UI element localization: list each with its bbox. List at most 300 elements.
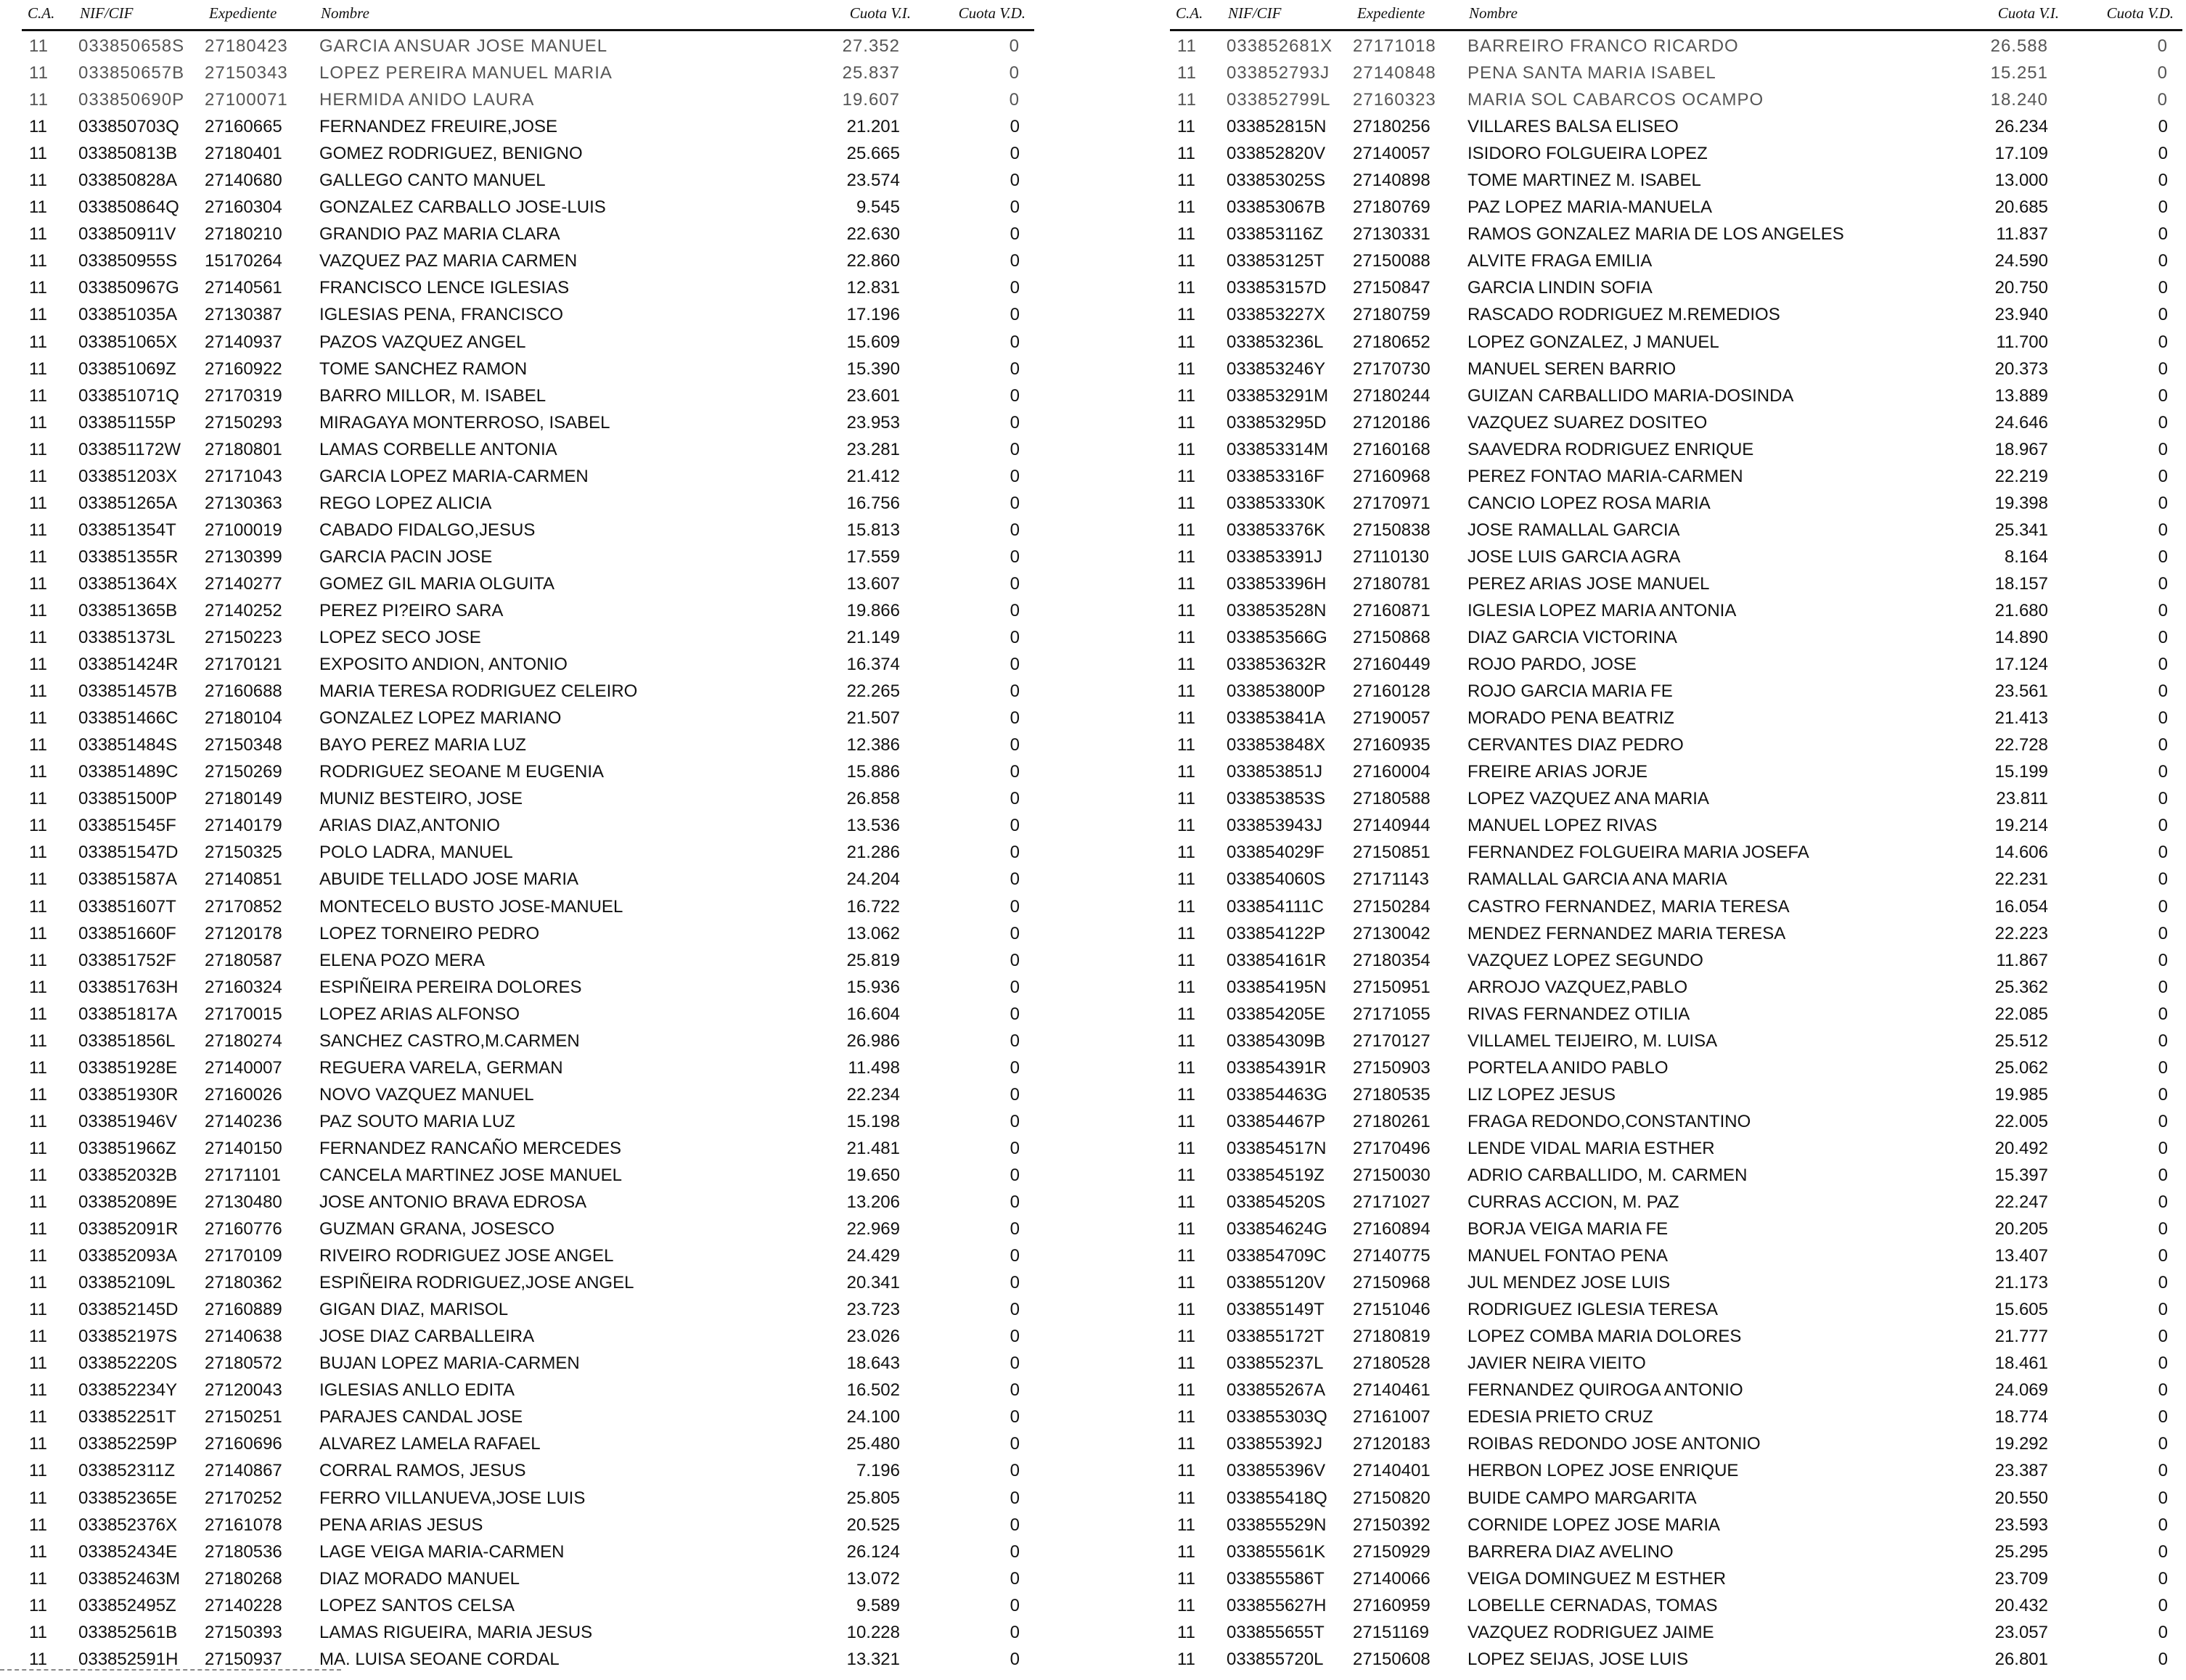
cell-cuota-vi: 25.062 — [1994, 1057, 2048, 1078]
header-cuota-vd: Cuota V.D. — [2106, 4, 2174, 22]
cell-expediente: 27140461 — [1353, 1380, 1430, 1401]
cell-ca: 11 — [1177, 1192, 1195, 1213]
cell-cuota-vd: 0 — [1010, 1407, 1020, 1427]
table-row — [1170, 219, 2182, 246]
cell-ca: 11 — [1177, 1057, 1195, 1078]
table-row — [22, 515, 1034, 542]
table-row — [1170, 408, 2182, 435]
cell-cuota-vi: 19.607 — [842, 90, 900, 110]
cell-expediente: 27180104 — [205, 708, 282, 729]
cell-nombre: RASCADO RODRIGUEZ M.REMEDIOS — [1467, 305, 1780, 325]
cell-expediente: 27170109 — [205, 1246, 282, 1266]
cell-nif: 033854111C — [1227, 896, 1324, 917]
cell-cuota-vd: 0 — [2158, 1057, 2168, 1078]
cell-expediente: 27130331 — [1353, 224, 1430, 245]
cell-cuota-vd: 0 — [1010, 305, 1020, 325]
cell-cuota-vi: 26.234 — [1994, 117, 2048, 137]
cell-nif: 033852495Z — [78, 1595, 176, 1615]
cell-cuota-vi: 18.774 — [1994, 1407, 2048, 1427]
cell-expediente: 27160935 — [1353, 735, 1430, 755]
cell-nombre: RAMALLAL GARCIA ANA MARIA — [1467, 869, 1727, 890]
cell-nombre: BUIDE CAMPO MARGARITA — [1467, 1488, 1697, 1508]
cell-ca: 11 — [1177, 251, 1195, 271]
cell-expediente: 27150868 — [1353, 628, 1430, 648]
cell-cuota-vi: 18.157 — [1994, 573, 2048, 594]
cell-nombre: REGO LOPEZ ALICIA — [319, 493, 492, 513]
cell-ca: 11 — [29, 869, 47, 890]
cell-nif: 033854391R — [1227, 1057, 1327, 1078]
cell-cuota-vd: 0 — [2158, 1111, 2168, 1131]
cell-nombre: TOME MARTINEZ M. ISABEL — [1467, 171, 1701, 191]
table-row — [1170, 864, 2182, 891]
cell-cuota-vi: 13.321 — [846, 1649, 900, 1669]
cell-cuota-vi: 25.295 — [1994, 1541, 2048, 1562]
cell-cuota-vd: 0 — [1010, 573, 1020, 594]
cell-nif: 033851484S — [78, 735, 178, 755]
table-row — [1170, 1026, 2182, 1053]
cell-ca: 11 — [29, 735, 47, 755]
table-row — [22, 300, 1034, 327]
cell-cuota-vd: 0 — [1010, 520, 1020, 540]
cell-ca: 11 — [29, 1300, 47, 1320]
cell-nif: 033851424R — [78, 655, 179, 675]
cell-expediente: 27140401 — [1353, 1461, 1430, 1481]
cell-nif: 033852220S — [78, 1353, 178, 1374]
table-row — [1170, 946, 2182, 972]
cell-nombre: LAMAS RIGUEIRA, MARIA JESUS — [319, 1622, 593, 1642]
cell-cuota-vd: 0 — [1010, 762, 1020, 782]
cell-nif: 033851966Z — [78, 1138, 176, 1158]
cell-ca: 11 — [29, 843, 47, 863]
table-row — [22, 1134, 1034, 1160]
cell-nombre: GOMEZ GIL MARIA OLGUITA — [319, 573, 555, 594]
cell-expediente: 27140252 — [205, 600, 282, 620]
cell-cuota-vd: 0 — [2157, 36, 2168, 56]
cell-cuota-vi: 20.550 — [1994, 1488, 2048, 1508]
cell-ca: 11 — [29, 600, 47, 620]
cell-ca: 11 — [29, 546, 47, 567]
cell-cuota-vi: 26.801 — [1994, 1649, 2048, 1669]
cell-ca: 11 — [1177, 1515, 1195, 1535]
cell-expediente: 27140944 — [1353, 816, 1430, 836]
cell-cuota-vd: 0 — [2158, 144, 2168, 164]
cell-cuota-vi: 23.057 — [1994, 1622, 2048, 1642]
cell-nif: 033854624G — [1227, 1219, 1327, 1239]
cell-ca: 11 — [29, 1595, 47, 1615]
cell-nif: 033851547D — [78, 843, 179, 863]
left-table — [22, 0, 1034, 1671]
cell-nombre: LOPEZ ARIAS ALFONSO — [319, 1004, 520, 1024]
cell-cuota-vd: 0 — [2158, 708, 2168, 729]
cell-ca: 11 — [29, 1380, 47, 1401]
table-row — [1170, 1107, 2182, 1134]
cell-nif: 033853314M — [1227, 439, 1329, 459]
cell-cuota-vd: 0 — [2158, 466, 2168, 486]
cell-nombre: GUZMAN GRANA, JOSESCO — [319, 1219, 555, 1239]
table-row — [22, 462, 1034, 488]
cell-cuota-vd: 0 — [2158, 977, 2168, 997]
cell-ca: 11 — [29, 789, 47, 809]
cell-cuota-vd: 0 — [1010, 197, 1020, 218]
cell-cuota-vi: 20.525 — [846, 1515, 900, 1535]
cell-nif: 033852032B — [78, 1165, 178, 1185]
cell-cuota-vd: 0 — [2158, 278, 2168, 298]
cell-cuota-vi: 21.481 — [846, 1138, 900, 1158]
cell-nif: 033855120V — [1227, 1273, 1326, 1293]
cell-cuota-vi: 25.341 — [1994, 520, 2048, 540]
cell-cuota-vi: 23.709 — [1994, 1568, 2048, 1589]
table-row — [22, 757, 1034, 784]
cell-nif: 033851035A — [78, 305, 178, 325]
cell-expediente: 27180588 — [1353, 789, 1430, 809]
cell-cuota-vd: 0 — [2158, 1273, 2168, 1293]
cell-ca: 11 — [1177, 708, 1195, 729]
cell-nif: 033854709C — [1227, 1246, 1327, 1266]
cell-expediente: 27180268 — [205, 1568, 282, 1589]
table-row — [1170, 1483, 2182, 1510]
cell-nif: 033853316F — [1227, 466, 1325, 486]
cell-expediente: 27180587 — [205, 950, 282, 970]
cell-nombre: FERNANDEZ FREUIRE,JOSE — [319, 117, 558, 137]
table-row — [1170, 31, 2182, 58]
cell-ca: 11 — [1177, 1434, 1195, 1454]
cell-nombre: FERNANDEZ QUIROGA ANTONIO — [1467, 1380, 1743, 1401]
cell-expediente: 27160304 — [205, 197, 282, 218]
cell-cuota-vi: 18.240 — [1990, 90, 2048, 110]
cell-cuota-vi: 22.219 — [1994, 466, 2048, 486]
cell-cuota-vi: 16.756 — [846, 493, 900, 513]
cell-nif: 033851607T — [78, 896, 176, 917]
cell-nif: 033854467P — [1227, 1111, 1326, 1131]
cell-nombre: VILLAMEL TEIJEIRO, M. LUISA — [1467, 1030, 1718, 1051]
cell-cuota-vi: 23.593 — [1994, 1515, 2048, 1535]
table-row — [22, 1644, 1034, 1671]
cell-nif: 033853943J — [1227, 816, 1323, 836]
cell-expediente: 27160922 — [205, 358, 282, 379]
cell-cuota-vd: 0 — [2158, 1084, 2168, 1105]
cell-ca: 11 — [29, 1192, 47, 1213]
cell-nombre: GARCIA LINDIN SOFIA — [1467, 278, 1653, 298]
cell-expediente: 27151169 — [1353, 1622, 1429, 1642]
cell-cuota-vd: 0 — [1010, 385, 1020, 406]
cell-nombre: JOSE LUIS GARCIA AGRA — [1467, 546, 1681, 567]
cell-expediente: 27180769 — [1353, 197, 1430, 218]
cell-ca: 11 — [1177, 1407, 1195, 1427]
cell-nif: 033855237L — [1227, 1353, 1324, 1374]
cell-expediente: 27100019 — [205, 520, 282, 540]
cell-cuota-vi: 16.604 — [846, 1004, 900, 1024]
cell-nif: 033851500P — [78, 789, 178, 809]
cell-nombre: ALVAREZ LAMELA RAFAEL — [319, 1434, 541, 1454]
cell-ca: 11 — [1177, 600, 1195, 620]
table-row — [1170, 381, 2182, 408]
table-row — [1170, 462, 2182, 488]
cell-cuota-vd: 0 — [1010, 358, 1020, 379]
cell-nif: 033852815N — [1227, 117, 1327, 137]
cell-cuota-vd: 0 — [1010, 546, 1020, 567]
cell-nif: 033854060S — [1227, 869, 1326, 890]
cell-cuota-vd: 0 — [2158, 735, 2168, 755]
cell-cuota-vi: 22.728 — [1994, 735, 2048, 755]
cell-cuota-vi: 21.412 — [846, 466, 900, 486]
cell-cuota-vi: 19.214 — [1994, 816, 2048, 836]
cell-cuota-vi: 8.164 — [2004, 546, 2048, 567]
cell-expediente: 27150851 — [1353, 843, 1430, 863]
table-row — [22, 1053, 1034, 1080]
cell-nombre: LENDE VIDAL MARIA ESTHER — [1467, 1138, 1715, 1158]
cell-nombre: CERVANTES DIAZ PEDRO — [1467, 735, 1684, 755]
cell-ca: 11 — [1177, 305, 1195, 325]
cell-nif: 033852089E — [78, 1192, 178, 1213]
cell-cuota-vd: 0 — [1010, 1353, 1020, 1374]
cell-cuota-vi: 17.124 — [1994, 655, 2048, 675]
cell-nombre: ESPIÑEIRA RODRIGUEZ,JOSE ANGEL — [319, 1273, 634, 1293]
cell-cuota-vd: 0 — [2158, 816, 2168, 836]
cell-cuota-vd: 0 — [1010, 171, 1020, 191]
cell-cuota-vi: 23.561 — [1994, 681, 2048, 702]
cell-expediente: 27140277 — [205, 573, 282, 594]
cell-cuota-vd: 0 — [1010, 1649, 1020, 1669]
table-row — [22, 1483, 1034, 1510]
cell-ca: 11 — [1177, 439, 1195, 459]
cell-cuota-vd: 0 — [2157, 63, 2168, 83]
cell-cuota-vi: 12.386 — [846, 735, 900, 755]
table-row — [1170, 192, 2182, 219]
table-row — [1170, 1402, 2182, 1429]
cell-expediente: 27130042 — [1353, 923, 1430, 943]
cell-cuota-vi: 26.124 — [846, 1541, 900, 1562]
cell-nif: 033850967G — [78, 278, 179, 298]
table-row — [22, 837, 1034, 864]
cell-nombre: LOPEZ COMBA MARIA DOLORES — [1467, 1327, 1742, 1347]
cell-cuota-vd: 0 — [1009, 36, 1020, 56]
cell-nombre: MANUEL FONTAO PENA — [1467, 1246, 1669, 1266]
table-row — [1170, 1134, 2182, 1160]
cell-ca: 11 — [29, 332, 47, 352]
cell-ca: 11 — [29, 1327, 47, 1347]
cell-nombre: LIZ LOPEZ JESUS — [1467, 1084, 1616, 1105]
cell-nombre: FREIRE ARIAS JORJE — [1467, 762, 1648, 782]
cell-expediente: 27110130 — [1353, 546, 1429, 567]
cell-cuota-vi: 15.198 — [846, 1111, 900, 1131]
cell-ca: 11 — [1177, 1622, 1195, 1642]
cell-ca: 11 — [1177, 171, 1195, 191]
cell-expediente: 27150284 — [1353, 896, 1430, 917]
table-row — [1170, 1214, 2182, 1241]
cell-cuota-vd: 0 — [1010, 466, 1020, 486]
table-row — [22, 1375, 1034, 1402]
cell-nombre: TOME SANCHEZ RAMON — [319, 358, 528, 379]
cell-cuota-vi: 22.005 — [1994, 1111, 2048, 1131]
cell-expediente: 27140179 — [205, 816, 282, 836]
cell-ca: 11 — [1177, 1327, 1195, 1347]
cell-cuota-vd: 0 — [2158, 843, 2168, 863]
cell-nif: 033854029F — [1227, 843, 1325, 863]
cell-nif: 033852463M — [78, 1568, 181, 1589]
cell-cuota-vd: 0 — [1010, 843, 1020, 863]
cell-cuota-vi: 20.750 — [1994, 278, 2048, 298]
cell-cuota-vi: 14.890 — [1994, 628, 2048, 648]
cell-nombre: GARCIA LOPEZ MARIA-CARMEN — [319, 466, 589, 486]
cell-ca: 11 — [29, 1515, 47, 1535]
cell-ca: 11 — [29, 1434, 47, 1454]
header-ca: C.A. — [28, 4, 55, 22]
table-row — [1170, 1564, 2182, 1591]
cell-ca: 11 — [29, 224, 47, 245]
cell-expediente: 27180274 — [205, 1030, 282, 1051]
cell-ca: 11 — [1177, 1138, 1195, 1158]
cell-ca: 11 — [29, 816, 47, 836]
table-row — [1170, 112, 2182, 139]
cell-nif: 033855149T — [1227, 1300, 1325, 1320]
cell-cuota-vi: 13.407 — [1994, 1246, 2048, 1266]
table-row — [22, 1026, 1034, 1053]
cell-cuota-vi: 11.498 — [848, 1057, 900, 1078]
cell-nombre: PENA SANTA MARIA ISABEL — [1467, 63, 1716, 83]
cell-nif: 033851071Q — [78, 385, 179, 406]
header-ca: C.A. — [1176, 4, 1203, 22]
cell-cuota-vi: 17.196 — [846, 305, 900, 325]
cell-expediente: 27140937 — [205, 332, 282, 352]
cell-expediente: 27160959 — [1353, 1595, 1430, 1615]
cell-expediente: 27180256 — [1353, 117, 1430, 137]
page-footer-rule — [0, 1669, 341, 1671]
cell-expediente: 27140680 — [205, 171, 282, 191]
cell-ca: 11 — [29, 412, 47, 433]
table-row — [22, 999, 1034, 1026]
cell-cuota-vd: 0 — [1010, 1622, 1020, 1642]
cell-ca: 11 — [1177, 1541, 1195, 1562]
cell-cuota-vd: 0 — [2158, 385, 2168, 406]
cell-cuota-vi: 20.685 — [1994, 197, 2048, 218]
cell-expediente: 27170971 — [1353, 493, 1430, 513]
cell-ca: 11 — [29, 1246, 47, 1266]
cell-nombre: LOPEZ GONZALEZ, J MANUEL — [1467, 332, 1719, 352]
cell-nif: 033853848X — [1227, 735, 1326, 755]
cell-cuota-vd: 0 — [2158, 1434, 2168, 1454]
table-row — [22, 1187, 1034, 1214]
table-row — [1170, 1241, 2182, 1268]
cell-expediente: 27180819 — [1353, 1327, 1430, 1347]
cell-cuota-vi: 15.605 — [1994, 1300, 2048, 1320]
cell-cuota-vi: 15.936 — [846, 977, 900, 997]
cell-cuota-vi: 21.173 — [1994, 1273, 2048, 1293]
cell-expediente: 27140236 — [205, 1111, 282, 1131]
cell-cuota-vd: 0 — [1010, 1595, 1020, 1615]
table-row — [1170, 1295, 2182, 1322]
cell-cuota-vd: 0 — [1010, 1138, 1020, 1158]
cell-expediente: 27180652 — [1353, 332, 1430, 352]
cell-cuota-vi: 16.054 — [1994, 896, 2048, 917]
cell-nombre: NOVO VAZQUEZ MANUEL — [319, 1084, 534, 1105]
cell-nif: 033855655T — [1227, 1622, 1325, 1642]
cell-nombre: MARIA SOL CABARCOS OCAMPO — [1467, 90, 1764, 110]
cell-ca: 11 — [29, 144, 47, 164]
cell-ca: 11 — [1177, 1568, 1195, 1589]
cell-ca: 11 — [29, 1138, 47, 1158]
table-row — [1170, 488, 2182, 515]
header-cuota-vi: Cuota V.I. — [1997, 4, 2059, 22]
cell-cuota-vd: 0 — [1010, 1568, 1020, 1589]
cell-nombre: VILLARES BALSA ELISEO — [1467, 117, 1679, 137]
cell-nif: 033853800P — [1227, 681, 1326, 702]
cell-cuota-vd: 0 — [2158, 762, 2168, 782]
cell-cuota-vi: 17.559 — [846, 546, 900, 567]
cell-nombre: LOPEZ SECO JOSE — [319, 628, 481, 648]
cell-cuota-vd: 0 — [1010, 950, 1020, 970]
cell-ca: 11 — [1177, 224, 1195, 245]
cell-nombre: RODRIGUEZ IGLESIA TERESA — [1467, 1300, 1718, 1320]
header-cuota-vi: Cuota V.I. — [849, 4, 911, 22]
cell-nombre: IGLESIA LOPEZ MARIA ANTONIA — [1467, 600, 1737, 620]
cell-expediente: 27150929 — [1353, 1541, 1430, 1562]
cell-nombre: JOSE ANTONIO BRAVA EDROSA — [319, 1192, 587, 1213]
cell-ca: 11 — [29, 1488, 47, 1508]
cell-nif: 033853236L — [1227, 332, 1324, 352]
cell-cuota-vi: 23.940 — [1994, 305, 2048, 325]
cell-expediente: 27140561 — [205, 278, 282, 298]
table-row — [1170, 892, 2182, 919]
cell-nif: 033851355R — [78, 546, 179, 567]
cell-ca: 11 — [1177, 332, 1195, 352]
cell-nif: 033855392J — [1227, 1434, 1323, 1454]
cell-cuota-vi: 18.643 — [846, 1353, 900, 1374]
cell-nif: 033853841A — [1227, 708, 1326, 729]
table-row — [1170, 757, 2182, 784]
cell-nombre: IGLESIAS PENA, FRANCISCO — [319, 305, 564, 325]
cell-nif: 033851930R — [78, 1084, 179, 1105]
cell-nif: 033851364X — [78, 573, 178, 594]
table-row — [22, 327, 1034, 354]
cell-ca: 11 — [1177, 655, 1195, 675]
cell-ca: 11 — [1177, 520, 1195, 540]
cell-ca: 11 — [29, 923, 47, 943]
cell-cuota-vd: 0 — [1010, 708, 1020, 729]
cell-cuota-vi: 21.149 — [846, 628, 900, 648]
cell-nif: 033853157D — [1227, 278, 1327, 298]
cell-ca: 11 — [1177, 36, 1197, 56]
cell-expediente: 27170015 — [205, 1004, 282, 1024]
table-row — [1170, 811, 2182, 837]
cell-expediente: 27150325 — [205, 843, 282, 863]
table-row — [22, 381, 1034, 408]
table-row — [22, 542, 1034, 569]
cell-cuota-vd: 0 — [2158, 1219, 2168, 1239]
table-row — [22, 1214, 1034, 1241]
header-nombre: Nombre — [321, 4, 369, 22]
cell-nombre: CANCELA MARTINEZ JOSE MANUEL — [319, 1165, 622, 1185]
cell-expediente: 27180572 — [205, 1353, 282, 1374]
cell-nombre: PARAJES CANDAL JOSE — [319, 1407, 523, 1427]
cell-nombre: MENDEZ FERNANDEZ MARIA TERESA — [1467, 923, 1786, 943]
cell-ca: 11 — [29, 1030, 47, 1051]
cell-nombre: BUJAN LOPEZ MARIA-CARMEN — [319, 1353, 580, 1374]
cell-nombre: CANCIO LOPEZ ROSA MARIA — [1467, 493, 1711, 513]
cell-cuota-vd: 0 — [2158, 171, 2168, 191]
cell-cuota-vd: 0 — [2158, 493, 2168, 513]
cell-nif: 033850955S — [78, 251, 178, 271]
cell-ca: 11 — [1177, 735, 1195, 755]
cell-ca: 11 — [1177, 546, 1195, 567]
cell-expediente: 27170852 — [205, 896, 282, 917]
cell-expediente: 27171027 — [1353, 1192, 1430, 1213]
cell-nombre: HERMIDA ANIDO LAURA — [319, 90, 535, 110]
cell-ca: 11 — [1177, 1488, 1195, 1508]
cell-nif: 033853116Z — [1227, 224, 1324, 245]
cell-nif: 033854517N — [1227, 1138, 1327, 1158]
cell-cuota-vi: 21.507 — [846, 708, 900, 729]
cell-cuota-vd: 0 — [2158, 950, 2168, 970]
